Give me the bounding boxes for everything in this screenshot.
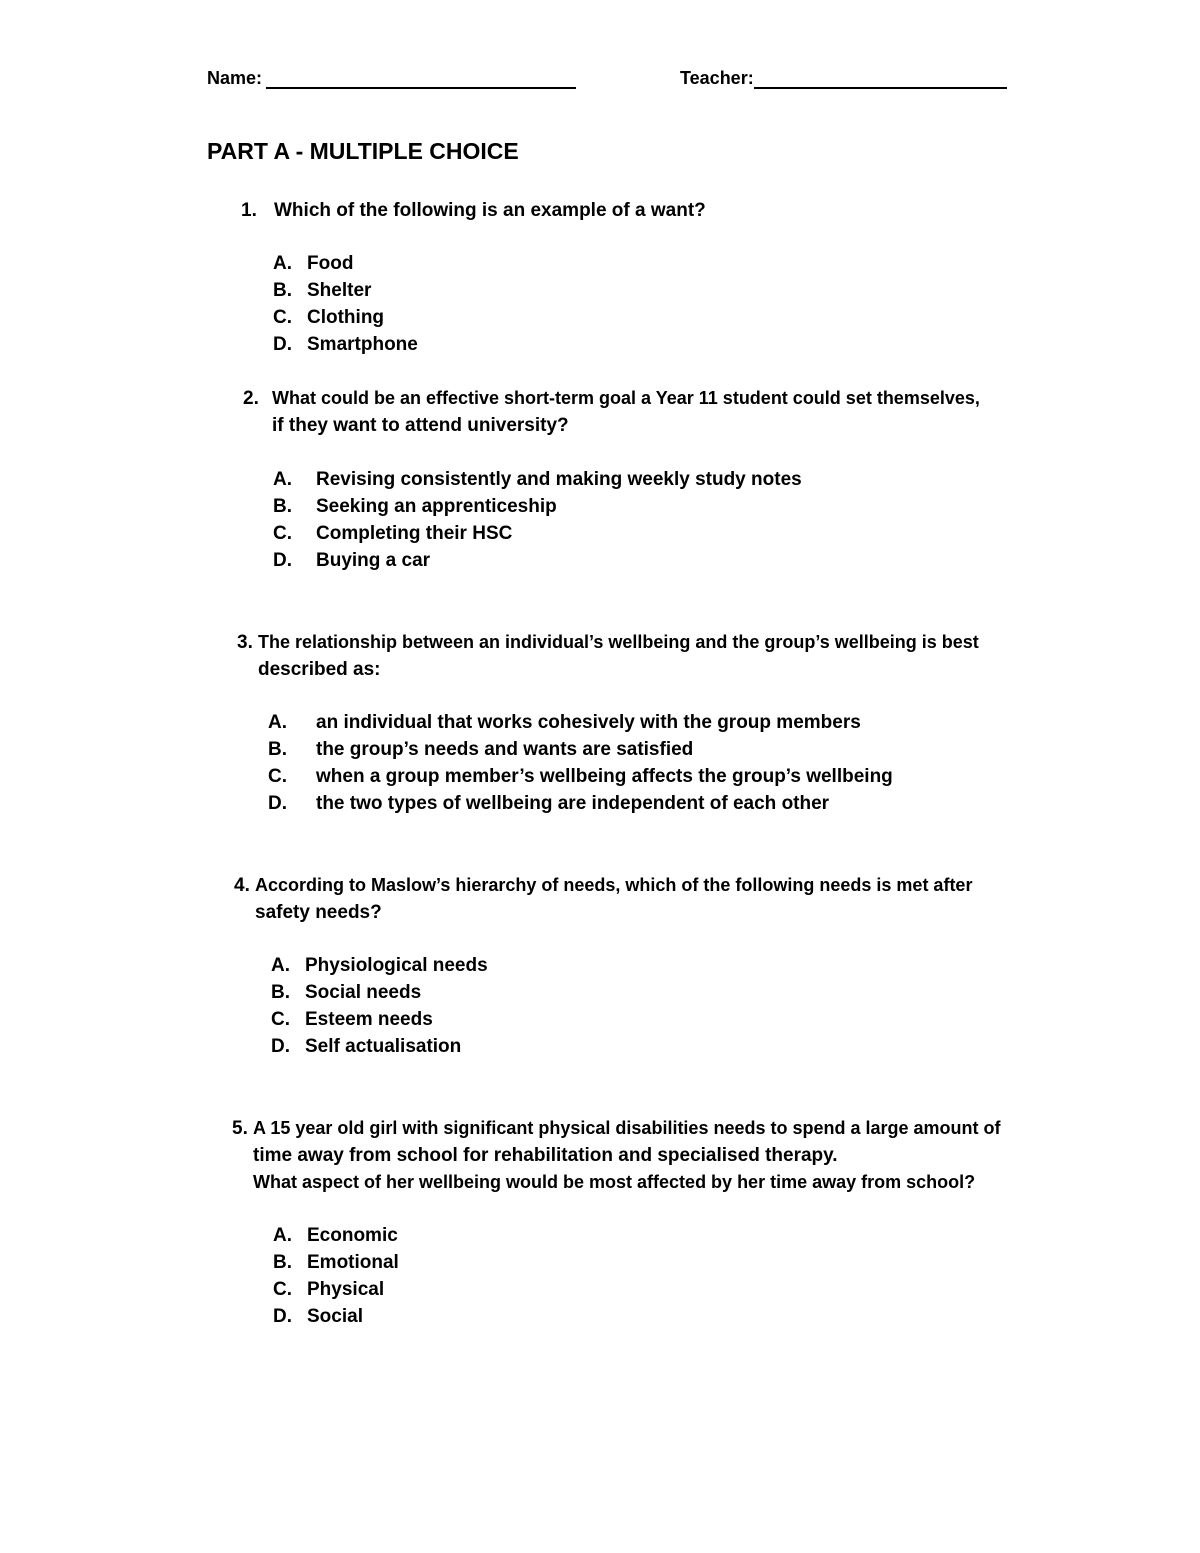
- option-d[interactable]: [268, 790, 893, 817]
- option-b[interactable]: [273, 277, 418, 304]
- option-text: Economic: [307, 1225, 398, 1246]
- option-c[interactable]: [273, 1276, 399, 1303]
- name-blank-line[interactable]: [266, 69, 576, 89]
- option-letter: A.: [271, 955, 290, 976]
- option-text: Physical: [307, 1279, 385, 1300]
- option-a[interactable]: [273, 466, 802, 493]
- teacher-field: [680, 68, 1007, 89]
- option-a[interactable]: [273, 250, 418, 277]
- option-text: Revising consistently and making weekly study notes: [316, 469, 802, 490]
- option-c[interactable]: [273, 304, 418, 331]
- question-text-line: Which of the following is an example of a want?: [274, 200, 706, 221]
- option-letter: C.: [271, 1009, 290, 1030]
- option-letter: A.: [273, 1225, 292, 1246]
- question-text-line: described as:: [258, 659, 381, 680]
- option-letter: B.: [273, 1252, 292, 1273]
- name-label: Name:: [207, 68, 263, 88]
- option-text: Food: [307, 253, 354, 274]
- options-q4: [271, 952, 488, 1060]
- question-text-line: What aspect of her wellbeing would be most affected by her time away from school?: [253, 1172, 976, 1192]
- option-letter: A.: [273, 469, 292, 490]
- option-text: Emotional: [307, 1252, 399, 1273]
- option-b[interactable]: [273, 1249, 399, 1276]
- option-text: Clothing: [307, 307, 385, 328]
- option-d[interactable]: [273, 331, 418, 358]
- question-2: [243, 385, 980, 439]
- option-text: Social needs: [305, 982, 422, 1003]
- option-letter: C.: [268, 766, 287, 787]
- question-text-line: if they want to attend university?: [272, 415, 569, 436]
- options-q2: [273, 466, 802, 574]
- option-letter: C.: [273, 307, 292, 328]
- question-text-line: safety needs?: [255, 902, 382, 923]
- question-text-line: What could be an effective short-term goal a Year 11 student could set themselves,: [272, 388, 980, 408]
- part-title: PART A - MULTIPLE CHOICE: [207, 138, 519, 164]
- option-text: Buying a car: [316, 550, 431, 571]
- name-field: [207, 68, 576, 89]
- option-b[interactable]: [268, 736, 893, 763]
- option-text: Esteem needs: [305, 1009, 433, 1030]
- option-d[interactable]: [273, 547, 802, 574]
- question-number: 1.: [241, 200, 257, 221]
- option-b[interactable]: [271, 979, 488, 1006]
- teacher-label: Teacher:: [680, 68, 754, 88]
- option-letter: D.: [271, 1036, 290, 1057]
- option-text: Completing their HSC: [316, 523, 513, 544]
- option-text: when a group member’s wellbeing affects the group’s wellbeing: [316, 766, 893, 787]
- option-text: Physiological needs: [305, 955, 488, 976]
- option-letter: B.: [271, 982, 290, 1003]
- option-a[interactable]: [268, 709, 893, 736]
- question-text-line: time away from school for rehabilitation and specialised therapy.: [253, 1145, 838, 1166]
- question-number: 3.: [237, 632, 253, 653]
- question-number: 4.: [234, 875, 250, 896]
- option-letter: D.: [273, 334, 292, 355]
- options-q1: [273, 250, 418, 358]
- option-d[interactable]: [273, 1303, 399, 1330]
- option-text: Social: [307, 1306, 363, 1327]
- question-number: 5.: [232, 1118, 248, 1139]
- option-text: the two types of wellbeing are independent of each other: [316, 793, 830, 814]
- option-letter: A.: [273, 253, 292, 274]
- option-text: Seeking an apprenticeship: [316, 496, 557, 517]
- question-text-line: The relationship between an individual’s wellbeing and the group’s wellbeing is best: [258, 632, 979, 652]
- question-number: 2.: [243, 388, 259, 409]
- option-letter: C.: [273, 523, 292, 544]
- options-q5: [273, 1222, 399, 1330]
- question-text-line: A 15 year old girl with significant physical disabilities needs to spend a large amount of: [253, 1118, 1001, 1138]
- question-4: [234, 872, 972, 926]
- option-letter: B.: [268, 739, 287, 760]
- option-text: Smartphone: [307, 334, 418, 355]
- option-letter: C.: [273, 1279, 292, 1300]
- question-3: [237, 629, 979, 683]
- option-text: an individual that works cohesively with the group members: [316, 712, 861, 733]
- option-b[interactable]: [273, 493, 802, 520]
- option-c[interactable]: [268, 763, 893, 790]
- option-letter: A.: [268, 712, 287, 733]
- option-text: Shelter: [307, 280, 372, 301]
- question-1: [241, 197, 706, 224]
- option-c[interactable]: [273, 520, 802, 547]
- option-d[interactable]: [271, 1033, 488, 1060]
- teacher-blank-line[interactable]: [754, 69, 1007, 89]
- option-c[interactable]: [271, 1006, 488, 1033]
- option-text: the group’s needs and wants are satisfied: [316, 739, 694, 760]
- option-a[interactable]: [273, 1222, 399, 1249]
- option-letter: B.: [273, 496, 292, 517]
- option-a[interactable]: [271, 952, 488, 979]
- option-text: Self actualisation: [305, 1036, 462, 1057]
- question-5: [232, 1115, 1001, 1196]
- question-text-line: According to Maslow’s hierarchy of needs, which of the following needs is met after: [255, 875, 973, 895]
- option-letter: D.: [268, 793, 287, 814]
- option-letter: D.: [273, 550, 292, 571]
- option-letter: B.: [273, 280, 292, 301]
- options-q3: [268, 709, 893, 817]
- option-letter: D.: [273, 1306, 292, 1327]
